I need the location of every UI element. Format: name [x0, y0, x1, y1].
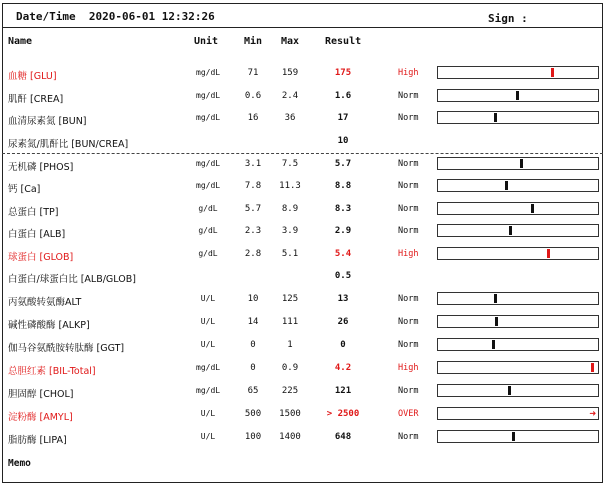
col-header-name: Name [8, 36, 33, 47]
row-min: 14 [247, 317, 259, 327]
range-bar [437, 407, 599, 420]
row-unit: U/L [200, 340, 216, 349]
row-name: 淀粉酶 [AMYL] [8, 412, 73, 423]
row-name: 血清尿素氮 [BUN] [8, 116, 87, 127]
row-max: 125 [281, 294, 299, 304]
row-unit: U/L [200, 294, 216, 303]
row-flag: Norm [398, 204, 419, 214]
row-max: 1500 [279, 409, 301, 419]
row-name: 尿素氮/肌酐比 [BUN/CREA] [8, 139, 129, 150]
row-min: 5.7 [244, 204, 262, 214]
table-row [0, 334, 606, 357]
row-result: > 2500 [326, 409, 360, 419]
row-result: 0.5 [334, 271, 352, 281]
row-flag: High [398, 363, 419, 373]
row-result: 2.9 [334, 226, 352, 236]
row-flag: Norm [398, 340, 419, 350]
row-max: 159 [281, 68, 299, 78]
range-bar [437, 66, 599, 79]
row-flag: Norm [398, 432, 419, 442]
range-bar [437, 179, 599, 192]
row-max: 111 [281, 317, 299, 327]
row-min: 71 [247, 68, 259, 78]
table-row [0, 265, 606, 288]
row-result: 648 [334, 432, 352, 442]
range-bar [437, 430, 599, 443]
header-divider [2, 27, 603, 28]
row-min: 100 [244, 432, 262, 442]
row-max: 36 [284, 113, 296, 123]
range-bar [437, 338, 599, 351]
row-min: 65 [247, 386, 259, 396]
row-min: 0 [250, 363, 256, 373]
range-marker [512, 432, 515, 441]
row-max: 225 [281, 386, 299, 396]
row-name: 伽马谷氨酰胺转肽酶 [GGT] [8, 343, 125, 354]
row-min: 10 [247, 294, 259, 304]
table-row [0, 357, 606, 380]
row-max: 1 [287, 340, 293, 350]
row-flag: OVER [398, 409, 419, 419]
range-bar [437, 361, 599, 374]
row-result: 13 [337, 294, 349, 304]
row-name: 总胆红素 [BIL-Total] [8, 366, 96, 377]
range-marker [509, 226, 512, 235]
table-row [0, 198, 606, 221]
range-bar [437, 315, 599, 328]
row-flag: Norm [398, 294, 419, 304]
row-unit: mg/dL [196, 113, 221, 122]
range-marker [516, 91, 519, 100]
table-row [0, 288, 606, 311]
row-max: 5.1 [281, 249, 299, 259]
table-row [0, 175, 606, 198]
row-name: 肌酐 [CREA] [8, 94, 64, 105]
table-row [0, 107, 606, 130]
range-bar [437, 89, 599, 102]
row-name: 总蛋白 [TP] [8, 207, 59, 218]
range-marker [551, 68, 554, 77]
row-max: 1400 [279, 432, 301, 442]
row-name: 白蛋白/球蛋白比 [ALB/GLOB] [8, 274, 136, 285]
row-min: 0.6 [244, 91, 262, 101]
table-row [0, 380, 606, 403]
row-max: 7.5 [281, 159, 299, 169]
row-min: 7.8 [244, 181, 262, 191]
range-marker [495, 317, 498, 326]
range-bar [437, 202, 599, 215]
range-marker [591, 363, 594, 372]
row-flag: Norm [398, 159, 419, 169]
range-marker [505, 181, 508, 190]
row-name: 球蛋白 [GLOB] [8, 252, 74, 263]
range-marker [508, 386, 511, 395]
row-result: 1.6 [334, 91, 352, 101]
col-header-min: Min [244, 36, 263, 47]
row-unit: g/dL [198, 249, 218, 258]
row-unit: mg/dL [196, 91, 221, 100]
row-flag: Norm [398, 113, 419, 123]
row-result: 0 [340, 340, 346, 350]
range-bar [437, 247, 599, 260]
table-row [0, 311, 606, 334]
row-min: 2.8 [244, 249, 262, 259]
row-result: 8.3 [334, 204, 352, 214]
row-flag: Norm [398, 226, 419, 236]
row-name: 胆固醇 [CHOL] [8, 389, 74, 400]
row-min: 16 [247, 113, 259, 123]
row-name: 丙氨酸转氨酶ALT [8, 297, 82, 308]
row-flag: Norm [398, 386, 419, 396]
col-header-max: Max [281, 36, 300, 47]
row-max: 3.9 [281, 226, 299, 236]
range-bar [437, 384, 599, 397]
row-unit: U/L [200, 432, 216, 441]
datetime-value: 2020-06-01 12:32:26 [88, 10, 215, 23]
row-flag: High [398, 249, 419, 259]
row-max: 0.9 [281, 363, 299, 373]
row-result: 175 [334, 68, 352, 78]
datetime [16, 10, 215, 23]
col-header-unit: Unit [194, 36, 219, 47]
row-result: 10 [337, 136, 349, 146]
row-unit: mg/dL [196, 159, 221, 168]
memo-label: Memo [8, 458, 31, 469]
table-row [0, 243, 606, 266]
row-unit: g/dL [198, 226, 218, 235]
range-bar [437, 157, 599, 170]
sign-label: Sign : [488, 12, 528, 25]
range-bar [437, 224, 599, 237]
range-marker [520, 159, 523, 168]
range-bar [437, 292, 599, 305]
row-flag: Norm [398, 317, 419, 327]
row-result: 5.7 [334, 159, 352, 169]
row-result: 5.4 [334, 249, 352, 259]
row-flag: Norm [398, 181, 419, 191]
row-min: 3.1 [244, 159, 262, 169]
row-name: 钙 [Ca] [8, 184, 41, 195]
table-row [0, 153, 606, 176]
table-row [0, 130, 606, 153]
row-name: 血糖 [GLU] [8, 71, 57, 82]
row-min: 2.3 [244, 226, 262, 236]
range-marker [531, 204, 534, 213]
row-result: 121 [334, 386, 352, 396]
right-arrow-icon: ➜ [589, 407, 596, 420]
row-unit: U/L [200, 409, 216, 418]
row-flag: Norm [398, 91, 419, 101]
table-row [0, 62, 606, 85]
table-row [0, 220, 606, 243]
range-bar [437, 111, 599, 124]
row-name: 白蛋白 [ALB] [8, 229, 66, 240]
range-marker [547, 249, 550, 258]
col-header-result: Result [325, 36, 362, 47]
section-divider [2, 153, 603, 154]
row-result: 4.2 [334, 363, 352, 373]
table-row [0, 426, 606, 449]
row-result: 8.8 [334, 181, 352, 191]
row-unit: mg/dL [196, 68, 221, 77]
row-unit: mg/dL [196, 363, 221, 372]
row-unit: mg/dL [196, 386, 221, 395]
row-max: 11.3 [279, 181, 301, 191]
row-unit: g/dL [198, 204, 218, 213]
row-name: 脂肪酶 [LIPA] [8, 435, 67, 446]
row-unit: mg/dL [196, 181, 221, 190]
row-result: 17 [337, 113, 349, 123]
row-unit: U/L [200, 317, 216, 326]
table-row [0, 85, 606, 108]
range-marker [494, 294, 497, 303]
table-row [0, 403, 606, 426]
row-min: 0 [250, 340, 256, 350]
row-max: 2.4 [281, 91, 299, 101]
row-result: 26 [337, 317, 349, 327]
datetime-label: Date/Time [16, 10, 76, 23]
range-marker [494, 113, 497, 122]
row-name: 碱性磷酸酶 [ALKP] [8, 320, 90, 331]
row-flag: High [398, 68, 419, 78]
row-min: 500 [244, 409, 262, 419]
row-name: 无机磷 [PHOS] [8, 162, 74, 173]
row-max: 8.9 [281, 204, 299, 214]
range-marker [492, 340, 495, 349]
